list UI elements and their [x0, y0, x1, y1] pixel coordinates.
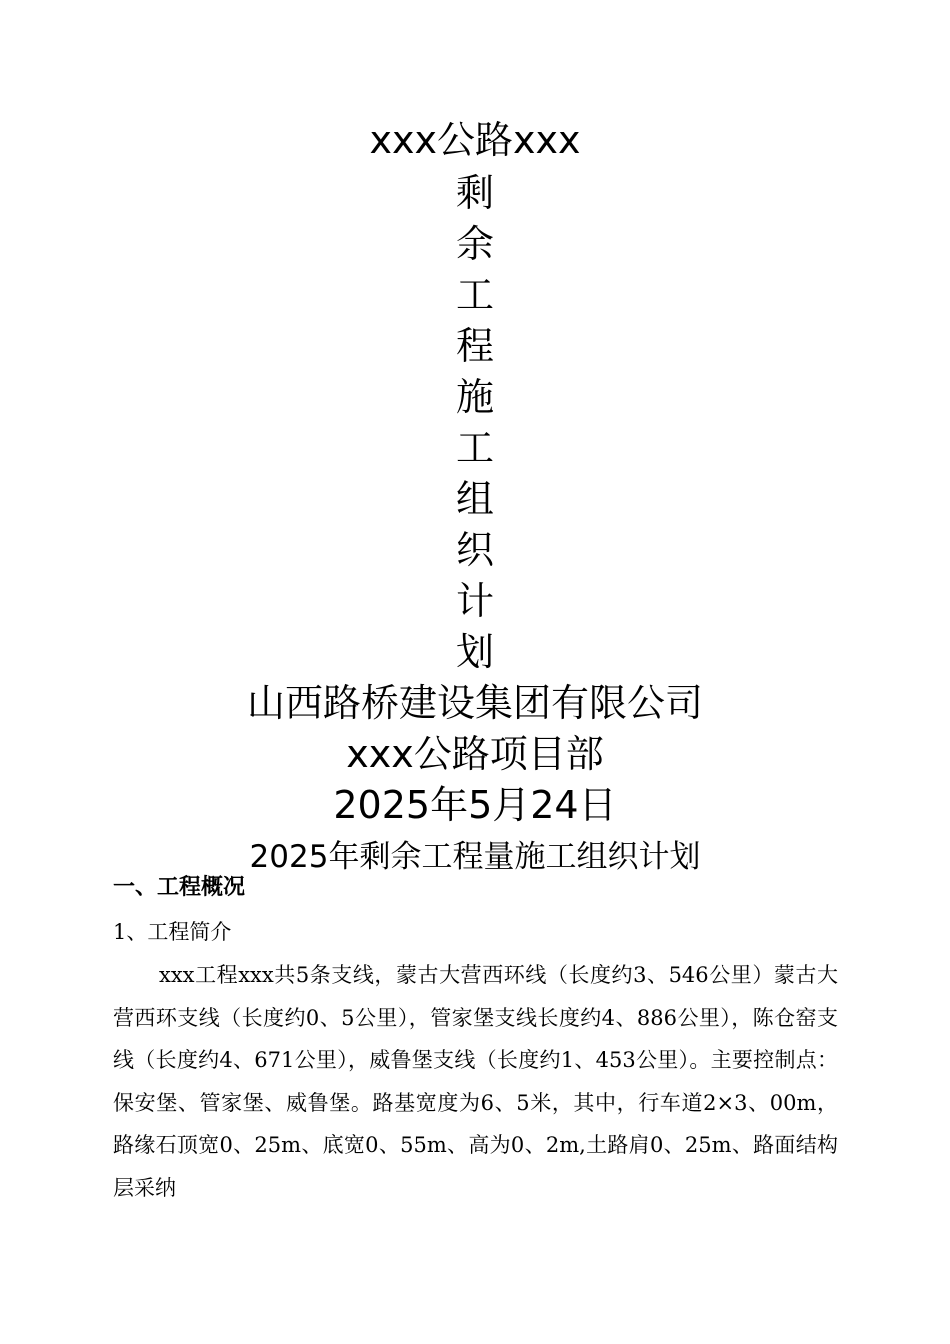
- cover-title-char: 织: [455, 528, 494, 572]
- cover-block: [0, 112, 950, 879]
- cover-title-char: 工: [455, 426, 494, 470]
- cover-date: 2025年5月24日: [333, 783, 617, 827]
- document-title: 2025年剩余工程量施工组织计划: [249, 839, 701, 875]
- cover-title-char: 划: [455, 630, 494, 674]
- cover-title-char: 工: [455, 273, 494, 317]
- cover-title-char: 组: [455, 477, 494, 521]
- body-text: [113, 866, 838, 1209]
- cover-title-char: 余: [455, 222, 494, 266]
- company-name: 山西路桥建设集团有限公司: [246, 681, 703, 725]
- cover-title-char: 程: [455, 324, 494, 368]
- cover-title-char: 剩: [455, 171, 494, 215]
- department-name: xxx公路项目部: [346, 732, 604, 776]
- section-heading: 一、工程概况: [113, 875, 246, 900]
- body-paragraph: xxx工程xxx共5条支线，蒙古大营西环线（长度约3、546公里）蒙古大营西环支线（长度约0、5公里），管家堡支线长度约4、886公里），陈仓窑支线（长度约4、671公里），威鲁堡支线（长度约1、453公里）。主要控制点：保安堡、管家堡、威鲁堡。路基宽度为6、5米，其中，行车道2×3、00m，路缘石顶宽0、25m、底宽0、55m、高为0、2m,土路肩0、25m、路面结构层采纳: [113, 963, 838, 1200]
- subsection-heading: 1、工程简介: [113, 920, 232, 944]
- cover-title-top: xxx公路xxx: [369, 118, 581, 162]
- cover-title-char: 计: [455, 579, 494, 623]
- cover-title-char: 施: [455, 375, 494, 419]
